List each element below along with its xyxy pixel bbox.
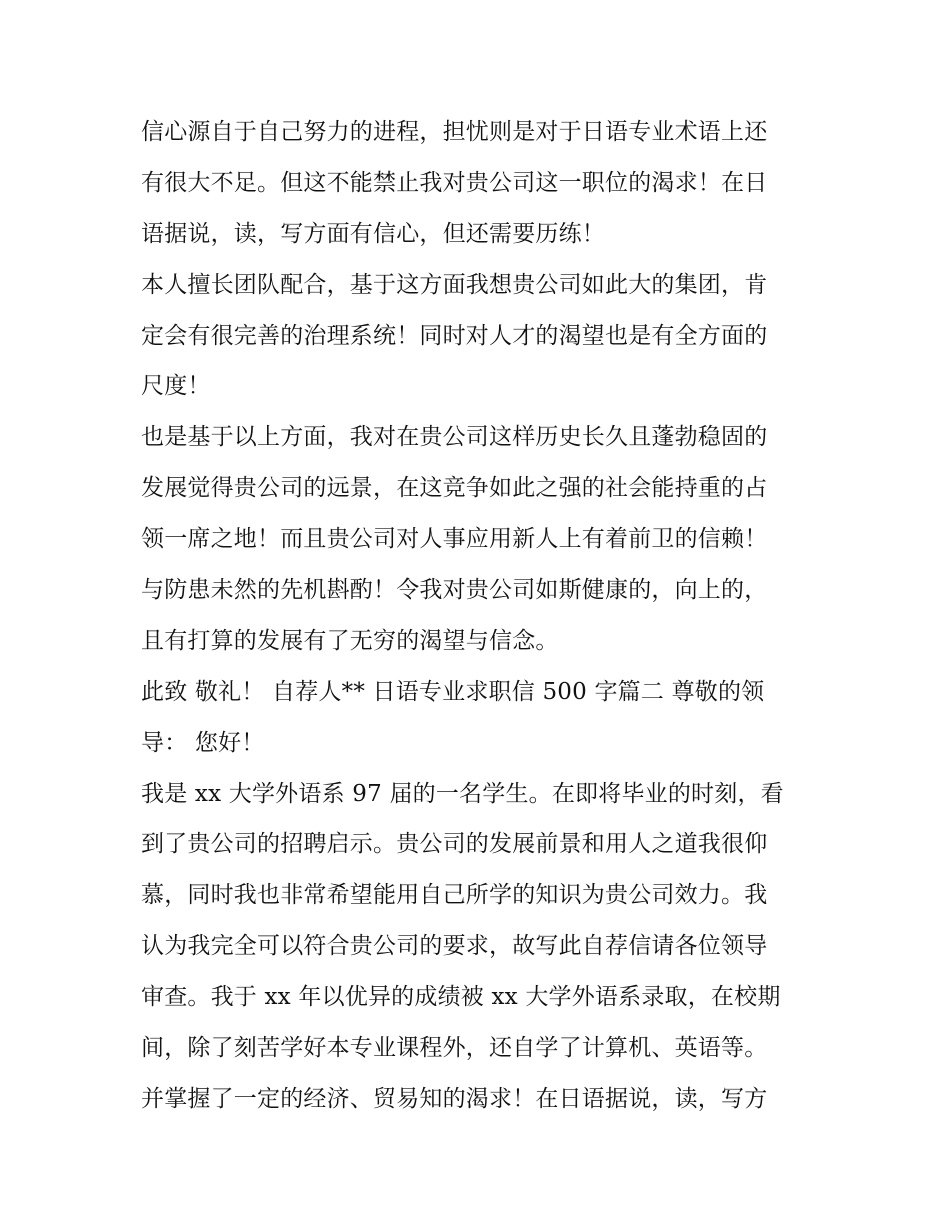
text-line-16: 慕，同时我也非常希望能用自己所学的知识为贵公司效力。我 bbox=[141, 882, 768, 909]
text-line-6: 尺度！ bbox=[141, 373, 211, 400]
text-line-5: 定会有很完善的治理系统！同时对人才的渴望也是有全方面的 bbox=[141, 322, 768, 349]
document-body bbox=[141, 107, 821, 1125]
text-line-20: 并掌握了一定的经济、贸易知的渴求！在日语据说，读，写方 bbox=[141, 1085, 768, 1112]
text-line-1: 信心源自于自己努力的进程，担忧则是对于日语专业术语上还 bbox=[141, 119, 768, 145]
text-line-12: 此致 敬礼！ 自荐人** 日语专业求职信 500 字篇二 尊敬的领 bbox=[141, 678, 765, 705]
text-line-8: 发展觉得贵公司的远景，在这竞争如此之强的社会能持重的占 bbox=[141, 475, 768, 502]
text-line-15: 到了贵公司的招聘启示。贵公司的发展前景和用人之道我很仰 bbox=[141, 831, 768, 858]
text-line-11: 且有打算的发展有了无穷的渴望与信念。 bbox=[141, 627, 559, 654]
text-line-9: 领一席之地！而且贵公司对人事应用新人上有着前卫的信赖！ bbox=[141, 526, 768, 553]
text-line-19: 间，除了刻苦学好本专业课程外，还自学了计算机、英语等。 bbox=[141, 1035, 768, 1062]
text-line-4: 本人擅长团队配合，基于这方面我想贵公司如此大的集团，肯 bbox=[141, 271, 768, 298]
text-line-10: 与防患未然的先机斟酌！令我对贵公司如斯健康的，向上的， bbox=[141, 577, 768, 604]
text-line-14: 我是 xx 大学外语系 97 届的一名学生。在即将毕业的时刻，看 bbox=[141, 780, 784, 807]
text-line-3: 语据说，读，写方面有信心，但还需要历练！ bbox=[141, 220, 605, 247]
text-line-7: 也是基于以上方面，我对在贵公司这样历史长久且蓬勃稳固的 bbox=[141, 424, 768, 451]
text-line-17: 认为我完全可以符合贵公司的要求，故写此自荐信请各位领导 bbox=[141, 933, 768, 960]
text-line-18: 审查。我于 xx 年以优异的成绩被 xx 大学外语系录取，在校期 bbox=[141, 984, 781, 1011]
text-line-2: 有很大不足。但这不能禁止我对贵公司这一职位的渴求！在日 bbox=[141, 169, 768, 196]
text-line-13: 导： 您好！ bbox=[141, 729, 265, 756]
